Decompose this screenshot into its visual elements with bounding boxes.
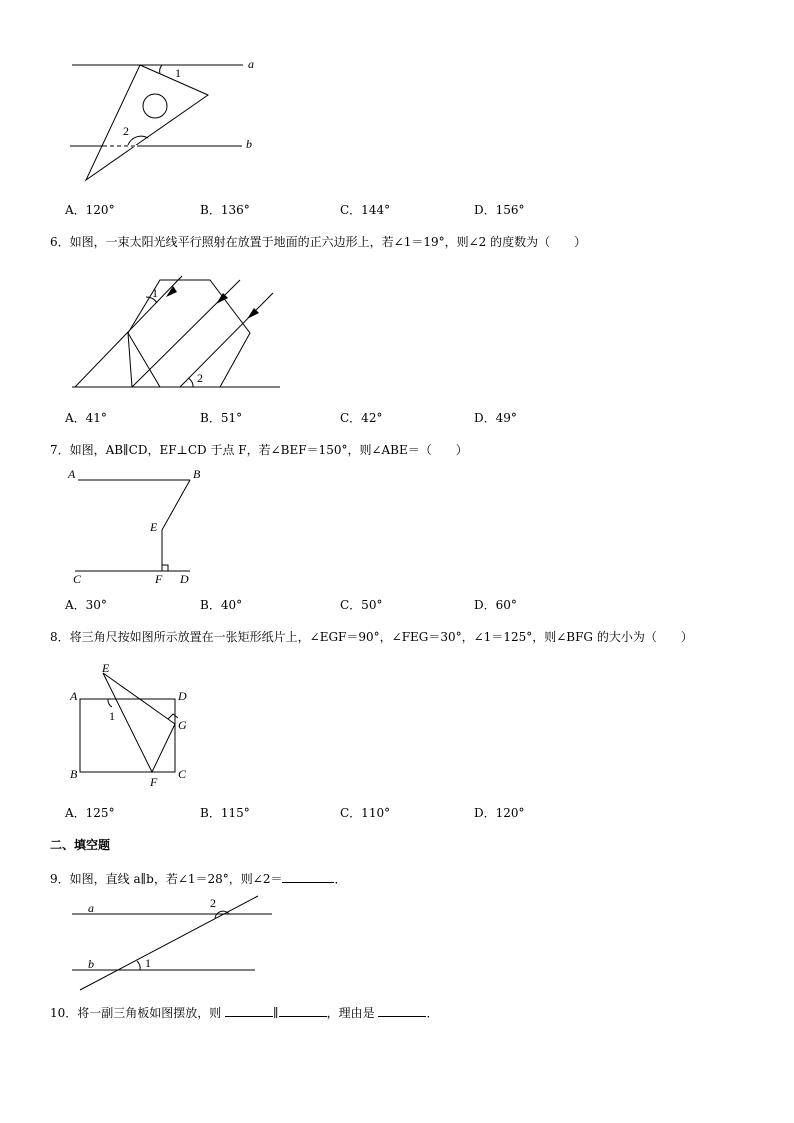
q10-prefix: 10．将一副三角板如图摆放，则 <box>50 1006 226 1020</box>
point-d: D <box>180 572 189 586</box>
q6-option-b[interactable]: B．51° <box>200 411 243 425</box>
point-e: E <box>102 661 110 675</box>
q6-question: 6．如图，一束太阳光线平行照射在放置于地面的正六边形上，若∠1＝19°，则∠2 的度数为（ ） <box>50 235 587 249</box>
point-a: A <box>70 689 78 703</box>
q9-end: ． <box>334 872 347 886</box>
angle1-label: 1 <box>109 709 115 723</box>
label-a: a <box>88 901 94 915</box>
transversal <box>80 896 258 990</box>
angle2-label: 2 <box>123 124 129 138</box>
q6-option-d[interactable]: D．49° <box>474 411 517 425</box>
q8-option-d[interactable]: D．120° <box>474 806 525 820</box>
point-g: G <box>178 718 187 732</box>
point-c: C <box>178 767 187 781</box>
angle1-label: 1 <box>145 956 151 970</box>
q5-option-d[interactable]: D．156° <box>474 203 525 217</box>
q7-option-c[interactable]: C．50° <box>340 598 383 612</box>
q10-mid: ，理由是 <box>326 1006 379 1020</box>
angle2-label: 2 <box>210 896 216 910</box>
q9-text: 9．如图，直线 a∥b，若∠1＝28°，则∠2＝ <box>50 872 283 886</box>
parallel-symbol: ∥ <box>273 1006 279 1020</box>
point-f: F <box>155 572 163 586</box>
q8-question: 8．将三角尺按如图所示放置在一张矩形纸片上，∠EGF＝90°，∠FEG＝30°，∠1＝125°，则∠BFG 的大小为（ ） <box>50 630 693 644</box>
point-f: F <box>150 775 158 789</box>
q6-option-c[interactable]: C．42° <box>340 411 383 425</box>
point-c: C <box>73 572 82 586</box>
angle1-arc <box>137 961 140 970</box>
q7-option-a[interactable]: A．30° <box>65 598 107 612</box>
q8-option-a[interactable]: A．125° <box>65 806 115 820</box>
angle1-label: 1 <box>152 286 158 300</box>
q8-option-c[interactable]: C．110° <box>340 806 391 820</box>
q6-option-a[interactable]: A．41° <box>65 411 107 425</box>
point-b: B <box>193 467 201 481</box>
label-b: b <box>246 137 252 151</box>
label-b: b <box>88 957 94 971</box>
q5-option-b[interactable]: B．136° <box>200 203 250 217</box>
q5-option-c[interactable]: C．144° <box>340 203 391 217</box>
angle1-label: 1 <box>175 66 181 80</box>
section-title: 二、填空题 <box>50 838 111 852</box>
point-b: B <box>70 767 78 781</box>
q5-option-a[interactable]: A．120° <box>65 203 115 217</box>
q10-question <box>50 1004 438 1020</box>
point-d: D <box>178 689 187 703</box>
point-e: E <box>150 520 158 534</box>
q7-question: 7．如图，AB∥CD，EF⊥CD 于点 F，若∠BEF＝150°，则∠ABE＝（ ） <box>50 443 468 457</box>
point-a: A <box>68 467 76 481</box>
q8-option-b[interactable]: B．115° <box>200 806 250 820</box>
label-a: a <box>248 57 254 71</box>
q10-blank-1[interactable] <box>225 1004 273 1017</box>
angle2-label: 2 <box>197 371 203 385</box>
q7-option-d[interactable]: D．60° <box>474 598 517 612</box>
q10-blank-3[interactable] <box>378 1004 426 1017</box>
q7-option-b[interactable]: B．40° <box>200 598 243 612</box>
q10-end: ． <box>426 1006 439 1020</box>
q10-blank-2[interactable] <box>279 1004 327 1017</box>
